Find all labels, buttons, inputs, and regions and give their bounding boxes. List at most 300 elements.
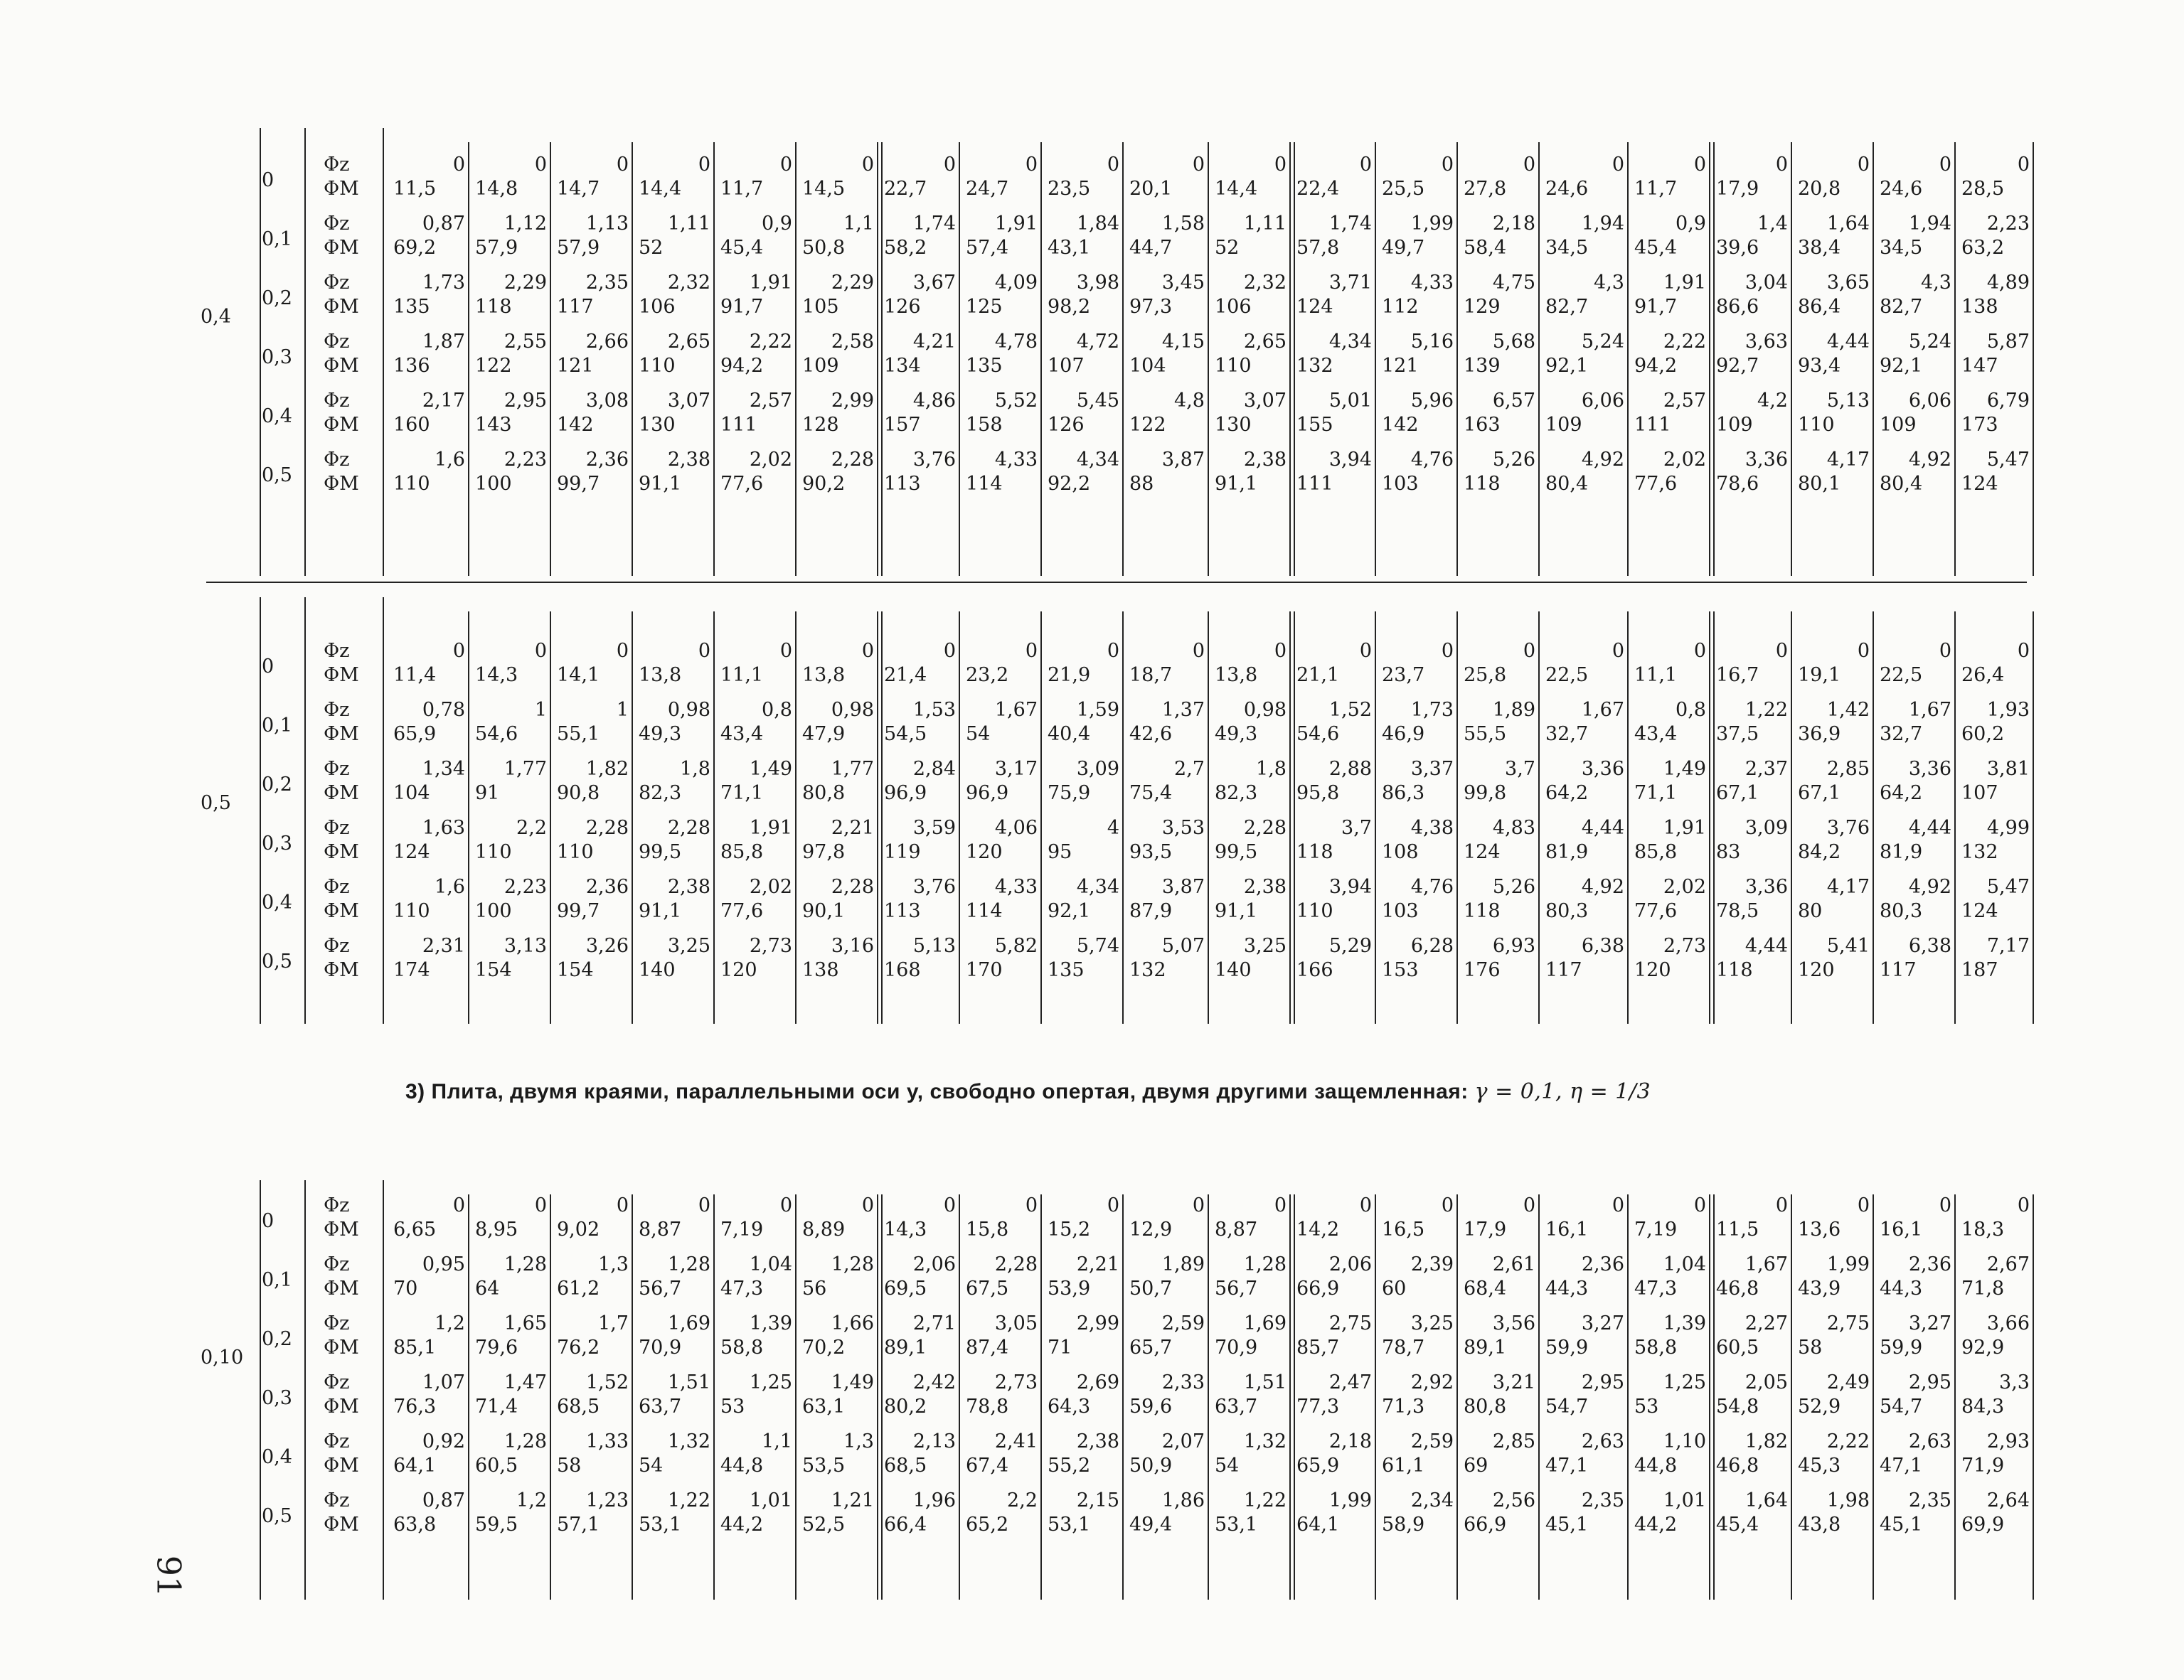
phi-m-value: 111	[720, 414, 757, 436]
column-divider-line	[959, 1194, 960, 1600]
phi-m-value: 109	[1545, 414, 1582, 436]
phi-z-value: 4,44	[1908, 817, 1951, 839]
phi-z-value: 0	[1857, 640, 1870, 662]
phi-z-value: 0,87	[422, 1489, 465, 1512]
phi-m-value: 84,3	[1961, 1396, 2005, 1418]
column-divider-line	[1208, 1194, 1209, 1600]
phi-z-value: 3,59	[912, 817, 956, 839]
phi-z-value: 1,84	[1076, 213, 1119, 235]
phi-z-value: 0	[616, 1194, 629, 1216]
phi-m-value: 13,8	[1215, 664, 1258, 686]
phi-z-value: 5,24	[1908, 331, 1951, 353]
phi-z-value: 0,87	[422, 213, 465, 235]
column-divider-line	[1122, 1194, 1124, 1600]
phi-m-value: 59,9	[1545, 1337, 1589, 1359]
phi-m-value: 99,7	[557, 900, 600, 922]
phi-m-value: 13,8	[802, 664, 846, 686]
phi-m-value: 120	[1634, 959, 1671, 981]
phi-z-value: 0	[1775, 1194, 1788, 1216]
phi-m-value: 32,7	[1880, 723, 1923, 745]
phi-m-symbol: ΦM	[324, 959, 359, 981]
phi-z-value: 0	[1192, 640, 1205, 662]
phi-z-value: 2,38	[1243, 876, 1287, 898]
phi-z-value: 0	[1025, 640, 1038, 662]
phi-z-value: 4,21	[912, 331, 956, 353]
phi-z-value: 0	[452, 1194, 465, 1216]
phi-m-value: 57,4	[966, 237, 1009, 259]
phi-m-value: 11,7	[720, 178, 764, 200]
phi-m-value: 92,9	[1961, 1337, 2005, 1359]
phi-z-value: 5,87	[1986, 331, 2030, 353]
phi-z-value: 2,22	[749, 331, 792, 353]
phi-z-value: 0	[1939, 640, 1951, 662]
phi-m-value: 57,8	[1296, 237, 1340, 259]
phi-z-value: 1,53	[912, 699, 956, 721]
phi-z-value: 0	[1274, 154, 1287, 176]
phi-m-value: 77,6	[720, 900, 764, 922]
phi-z-value: 3,56	[1492, 1312, 1535, 1334]
phi-m-symbol: ΦM	[324, 1278, 359, 1300]
phi-m-value: 43,8	[1798, 1514, 1841, 1536]
phi-m-value: 91	[475, 782, 500, 804]
phi-m-value: 49,3	[639, 723, 682, 745]
phi-m-value: 52,5	[802, 1514, 846, 1536]
phi-m-value: 22,4	[1296, 178, 1340, 200]
column-divider-line	[1627, 1194, 1629, 1600]
phi-z-value: 0,98	[667, 699, 710, 721]
phi-m-symbol: ΦM	[324, 1396, 359, 1418]
phi-m-value: 45,4	[720, 237, 764, 259]
phi-m-value: 11,5	[393, 178, 437, 200]
phi-z-value: 1,51	[667, 1371, 710, 1393]
phi-m-value: 58	[1798, 1337, 1823, 1359]
phi-z-value: 1,82	[1744, 1430, 1788, 1452]
phi-z-value: 1,8	[680, 758, 710, 780]
phi-m-symbol: ΦM	[324, 296, 359, 318]
phi-z-value: 0	[1775, 640, 1788, 662]
phi-z-value: 1,39	[1663, 1312, 1706, 1334]
phi-z-value: 0	[1693, 1194, 1706, 1216]
phi-m-value: 61,1	[1382, 1455, 1425, 1477]
column-divider-line	[959, 611, 960, 1024]
phi-m-value: 90,8	[557, 782, 600, 804]
phi-z-value: 5,16	[1410, 331, 1454, 353]
column-divider-line	[1709, 142, 1715, 576]
phi-z-value: 0	[534, 640, 547, 662]
phi-z-value: 2,57	[749, 390, 792, 412]
column-divider-line	[550, 611, 551, 1024]
phi-z-value: 3,27	[1908, 1312, 1951, 1334]
phi-m-value: 122	[1129, 414, 1166, 436]
phi-z-value: 3,25	[1410, 1312, 1454, 1334]
phi-z-value: 2,35	[585, 272, 629, 294]
phi-m-value: 110	[393, 473, 430, 495]
phi-m-value: 91,7	[720, 296, 764, 318]
phi-m-value: 125	[966, 296, 1003, 318]
row-label: 0,3	[262, 1387, 292, 1409]
phi-z-value: 2,49	[1826, 1371, 1870, 1393]
phi-z-value: 4,33	[994, 876, 1038, 898]
phi-m-value: 98,2	[1048, 296, 1091, 318]
phi-z-value: 3,17	[994, 758, 1038, 780]
phi-m-value: 109	[802, 355, 839, 377]
phi-m-value: 78,7	[1382, 1337, 1425, 1359]
phi-m-value: 96,9	[884, 782, 927, 804]
phi-z-value: 3,09	[1076, 758, 1119, 780]
phi-m-value: 136	[393, 355, 430, 377]
phi-m-value: 46,8	[1716, 1278, 1759, 1300]
phi-z-value: 1,67	[994, 699, 1038, 721]
phi-m-value: 86,6	[1716, 296, 1759, 318]
phi-m-value: 44,7	[1129, 237, 1173, 259]
phi-m-value: 17,9	[1464, 1219, 1507, 1241]
phi-m-value: 14,7	[557, 178, 600, 200]
phi-z-value: 0	[616, 154, 629, 176]
row-label: 0	[262, 169, 275, 191]
phi-z-value: 1,04	[749, 1253, 792, 1275]
phi-z-value: 2,38	[1243, 449, 1287, 471]
row-label: 0,1	[262, 228, 292, 250]
phi-z-value: 2,55	[504, 331, 547, 353]
phi-m-value: 95	[1048, 841, 1072, 863]
phi-z-value: 1,66	[831, 1312, 874, 1334]
phi-m-value: 71,1	[1634, 782, 1678, 804]
phi-m-value: 64,1	[393, 1455, 437, 1477]
phi-m-symbol: ΦM	[324, 664, 359, 686]
group-label: 0,5	[201, 791, 231, 814]
phi-z-value: 0	[861, 1194, 874, 1216]
phi-m-value: 50,8	[802, 237, 846, 259]
phi-z-value: 2,95	[1581, 1371, 1624, 1393]
phi-m-value: 11,7	[1634, 178, 1678, 200]
phi-m-value: 124	[1296, 296, 1333, 318]
phi-m-value: 77,6	[720, 473, 764, 495]
column-divider-line	[877, 142, 883, 576]
phi-m-value: 71,3	[1382, 1396, 1425, 1418]
phi-z-value: 4,17	[1826, 876, 1870, 898]
phi-z-value: 1,04	[1663, 1253, 1706, 1275]
phi-z-value: 2,29	[504, 272, 547, 294]
phi-m-value: 80,8	[802, 782, 846, 804]
page-number: 91	[149, 1555, 188, 1598]
phi-z-value: 2,88	[1328, 758, 1372, 780]
phi-m-value: 114	[966, 900, 1003, 922]
phi-z-value: 1,01	[749, 1489, 792, 1512]
phi-z-value: 2,38	[667, 876, 710, 898]
phi-z-value: 0	[2017, 154, 2030, 176]
phi-z-value: 2,38	[667, 449, 710, 471]
phi-m-value: 78,8	[966, 1396, 1009, 1418]
column-divider-line	[1791, 1194, 1792, 1600]
phi-m-value: 87,4	[966, 1337, 1009, 1359]
phi-z-value: 2,28	[831, 876, 874, 898]
row-label: 0,4	[262, 1446, 292, 1468]
phi-m-value: 14,8	[475, 178, 518, 200]
phi-m-value: 168	[884, 959, 921, 981]
phi-z-value: 2,85	[1492, 1430, 1535, 1452]
phi-z-value: 2,05	[1744, 1371, 1788, 1393]
phi-m-value: 121	[1382, 355, 1419, 377]
row-label: 0,4	[262, 892, 292, 914]
caption-params: γ = 0,1, η = 1/3	[1474, 1079, 1651, 1104]
phi-m-value: 64,2	[1880, 782, 1923, 804]
phi-m-value: 89,1	[1464, 1337, 1507, 1359]
phi-z-symbol: Φz	[324, 331, 350, 353]
phi-m-value: 52,9	[1798, 1396, 1841, 1418]
phi-z-value: 1,77	[504, 758, 547, 780]
phi-z-value: 4,44	[1744, 935, 1788, 957]
phi-z-value: 1,28	[504, 1253, 547, 1275]
phi-z-value: 1,22	[667, 1489, 710, 1512]
phi-z-value: 5,41	[1826, 935, 1870, 957]
phi-m-value: 120	[1798, 959, 1835, 981]
phi-z-value: 2,17	[422, 390, 465, 412]
phi-z-value: 0	[1359, 154, 1372, 176]
phi-z-value: 2,21	[1076, 1253, 1119, 1275]
phi-m-value: 43,4	[720, 723, 764, 745]
phi-m-value: 14,3	[884, 1219, 927, 1241]
phi-z-value: 6,06	[1581, 390, 1624, 412]
phi-m-value: 55,1	[557, 723, 600, 745]
phi-m-value: 120	[966, 841, 1003, 863]
phi-m-value: 60,5	[475, 1455, 518, 1477]
column-divider-line	[1375, 142, 1376, 576]
phi-z-value: 2,41	[994, 1430, 1038, 1452]
phi-m-value: 119	[884, 841, 921, 863]
phi-m-value: 78,5	[1716, 900, 1759, 922]
phi-z-value: 0	[2017, 640, 2030, 662]
section-divider-line	[383, 597, 384, 1024]
phi-m-value: 54	[966, 723, 991, 745]
phi-z-value: 1,82	[585, 758, 629, 780]
phi-m-value: 118	[475, 296, 512, 318]
phi-m-value: 54,5	[884, 723, 927, 745]
phi-m-value: 135	[393, 296, 430, 318]
phi-m-value: 83	[1716, 841, 1741, 863]
phi-m-value: 130	[1215, 414, 1252, 436]
row-label: 0,3	[262, 346, 292, 368]
column-divider-line	[1627, 142, 1629, 576]
phi-m-value: 80,4	[1545, 473, 1589, 495]
phi-z-value: 6,93	[1492, 935, 1535, 957]
phi-m-value: 32,7	[1545, 723, 1589, 745]
phi-m-value: 11,1	[1634, 664, 1678, 686]
phi-m-value: 58	[557, 1455, 582, 1477]
phi-z-value: 3,94	[1328, 876, 1372, 898]
phi-m-value: 118	[1296, 841, 1333, 863]
phi-z-value: 3,53	[1161, 817, 1205, 839]
phi-m-value: 76,3	[393, 1396, 437, 1418]
phi-z-value: 1,74	[912, 213, 956, 235]
phi-m-value: 63,1	[802, 1396, 846, 1418]
phi-m-value: 13,8	[639, 664, 682, 686]
phi-m-symbol: ΦM	[324, 1514, 359, 1536]
phi-z-value: 1,77	[831, 758, 874, 780]
phi-z-value: 1,69	[1243, 1312, 1287, 1334]
phi-m-value: 63,7	[639, 1396, 682, 1418]
phi-z-value: 1,28	[1243, 1253, 1287, 1275]
phi-z-value: 2,95	[1908, 1371, 1951, 1393]
phi-z-value: 2,37	[1744, 758, 1788, 780]
phi-z-value: 0	[1107, 640, 1119, 662]
phi-z-value: 2,84	[912, 758, 956, 780]
phi-m-value: 68,5	[884, 1455, 927, 1477]
phi-m-value: 91,1	[639, 473, 682, 495]
phi-m-value: 124	[1961, 473, 1998, 495]
phi-z-value: 1,86	[1161, 1489, 1205, 1512]
phi-z-value: 2,22	[1663, 331, 1706, 353]
phi-m-value: 158	[966, 414, 1003, 436]
phi-z-value: 2,22	[1826, 1430, 1870, 1452]
phi-m-value: 54,6	[475, 723, 518, 745]
column-divider-line	[550, 1194, 551, 1600]
phi-z-value: 3,81	[1986, 758, 2030, 780]
phi-m-value: 80,2	[884, 1396, 927, 1418]
phi-z-value: 1,73	[1410, 699, 1454, 721]
phi-m-value: 60	[1382, 1278, 1407, 1300]
phi-z-symbol: Φz	[324, 758, 350, 780]
phi-m-value: 43,9	[1798, 1278, 1841, 1300]
phi-m-value: 106	[639, 296, 676, 318]
phi-m-value: 45,4	[1634, 237, 1678, 259]
phi-z-value: 1,91	[1663, 272, 1706, 294]
phi-z-value: 4,83	[1492, 817, 1535, 839]
phi-m-value: 124	[393, 841, 430, 863]
phi-m-value: 124	[1464, 841, 1501, 863]
phi-m-value: 78,6	[1716, 473, 1759, 495]
phi-z-value: 0	[698, 1194, 710, 1216]
row-label: 0,2	[262, 774, 292, 796]
phi-z-value: 1,11	[1243, 213, 1287, 235]
phi-m-value: 44,8	[1634, 1455, 1678, 1477]
phi-m-value: 18,3	[1961, 1219, 2005, 1241]
phi-z-value: 0	[1939, 1194, 1951, 1216]
phi-m-value: 45,1	[1545, 1514, 1589, 1536]
phi-m-value: 54,8	[1716, 1396, 1759, 1418]
phi-z-value: 1,89	[1492, 699, 1535, 721]
phi-m-value: 8,95	[475, 1219, 518, 1241]
phi-m-value: 110	[1798, 414, 1835, 436]
phi-z-value: 0	[1693, 640, 1706, 662]
phi-m-value: 47,3	[720, 1278, 764, 1300]
phi-m-value: 91,1	[1215, 473, 1258, 495]
phi-m-value: 118	[1464, 473, 1501, 495]
phi-m-value: 50,9	[1129, 1455, 1173, 1477]
phi-m-value: 47,1	[1880, 1455, 1923, 1477]
phi-m-value: 57,9	[557, 237, 600, 259]
phi-z-value: 7,17	[1986, 935, 2030, 957]
phi-z-value: 0	[1441, 640, 1454, 662]
phi-z-value: 5,26	[1492, 876, 1535, 898]
phi-z-value: 1,59	[1076, 699, 1119, 721]
column-divider-line	[1791, 611, 1792, 1024]
phi-m-value: 92,2	[1048, 473, 1091, 495]
phi-z-value: 0,98	[1243, 699, 1287, 721]
phi-m-value: 85,7	[1296, 1337, 1340, 1359]
phi-z-value: 2,32	[1243, 272, 1287, 294]
phi-z-value: 1,6	[435, 449, 465, 471]
phi-m-value: 110	[1296, 900, 1333, 922]
phi-z-value: 2,73	[749, 935, 792, 957]
phi-z-value: 6,57	[1492, 390, 1535, 412]
phi-m-value: 24,6	[1545, 178, 1589, 200]
phi-z-value: 3,05	[994, 1312, 1038, 1334]
phi-m-value: 86,4	[1798, 296, 1841, 318]
phi-z-value: 2,65	[667, 331, 710, 353]
phi-z-value: 2,69	[1076, 1371, 1119, 1393]
phi-m-symbol: ΦM	[324, 723, 359, 745]
phi-z-value: 5,47	[1986, 449, 2030, 471]
phi-z-value: 1,07	[422, 1371, 465, 1393]
phi-z-value: 1,65	[504, 1312, 547, 1334]
phi-z-value: 1,13	[585, 213, 629, 235]
phi-z-value: 0	[1025, 154, 1038, 176]
phi-z-value: 1,11	[667, 213, 710, 235]
phi-m-value: 174	[393, 959, 430, 981]
phi-z-value: 0	[1107, 154, 1119, 176]
phi-m-value: 71,8	[1961, 1278, 2005, 1300]
phi-z-value: 4,76	[1410, 876, 1454, 898]
phi-m-symbol: ΦM	[324, 178, 359, 200]
phi-m-value: 66,4	[884, 1514, 927, 1536]
phi-z-value: 2,59	[1410, 1430, 1454, 1452]
phi-z-value: 5,13	[1826, 390, 1870, 412]
phi-m-symbol: ΦM	[324, 782, 359, 804]
phi-z-value: 1,96	[912, 1489, 956, 1512]
phi-z-value: 5,24	[1581, 331, 1624, 353]
phi-z-value: 0	[1939, 154, 1951, 176]
phi-z-value: 0	[861, 154, 874, 176]
phi-m-value: 43,1	[1048, 237, 1091, 259]
phi-z-value: 3,25	[667, 935, 710, 957]
phi-m-value: 63,2	[1961, 237, 2005, 259]
column-divider-line	[632, 1194, 633, 1600]
phi-m-value: 92,1	[1545, 355, 1589, 377]
phi-m-value: 61,2	[557, 1278, 600, 1300]
phi-z-value: 0	[1192, 1194, 1205, 1216]
phi-z-value: 0,92	[422, 1430, 465, 1452]
phi-z-value: 1,64	[1826, 213, 1870, 235]
phi-z-value: 2,35	[1581, 1489, 1624, 1512]
column-divider-line	[713, 1194, 715, 1600]
phi-z-symbol: Φz	[324, 154, 350, 176]
phi-m-value: 138	[802, 959, 839, 981]
phi-m-value: 58,8	[1634, 1337, 1678, 1359]
phi-m-value: 20,1	[1129, 178, 1173, 200]
section-divider-line	[304, 597, 306, 1024]
phi-z-value: 2,47	[1328, 1371, 1372, 1393]
phi-m-value: 160	[393, 414, 430, 436]
phi-m-value: 25,8	[1464, 664, 1507, 686]
phi-m-value: 68,5	[557, 1396, 600, 1418]
phi-m-value: 69	[1464, 1455, 1488, 1477]
phi-m-value: 90,2	[802, 473, 846, 495]
column-divider-line	[1538, 142, 1540, 576]
phi-m-value: 94,2	[1634, 355, 1678, 377]
phi-m-value: 91,7	[1634, 296, 1678, 318]
phi-m-value: 85,1	[393, 1337, 437, 1359]
phi-m-value: 111	[1296, 473, 1333, 495]
phi-m-value: 67,5	[966, 1278, 1009, 1300]
phi-z-value: 0,8	[1676, 699, 1706, 721]
phi-m-value: 110	[393, 900, 430, 922]
phi-m-value: 140	[639, 959, 676, 981]
phi-z-value: 0	[1612, 640, 1624, 662]
phi-z-value: 2,21	[831, 817, 874, 839]
phi-m-value: 108	[1382, 841, 1419, 863]
phi-z-value: 2,27	[1744, 1312, 1788, 1334]
phi-m-value: 27,8	[1464, 178, 1507, 200]
